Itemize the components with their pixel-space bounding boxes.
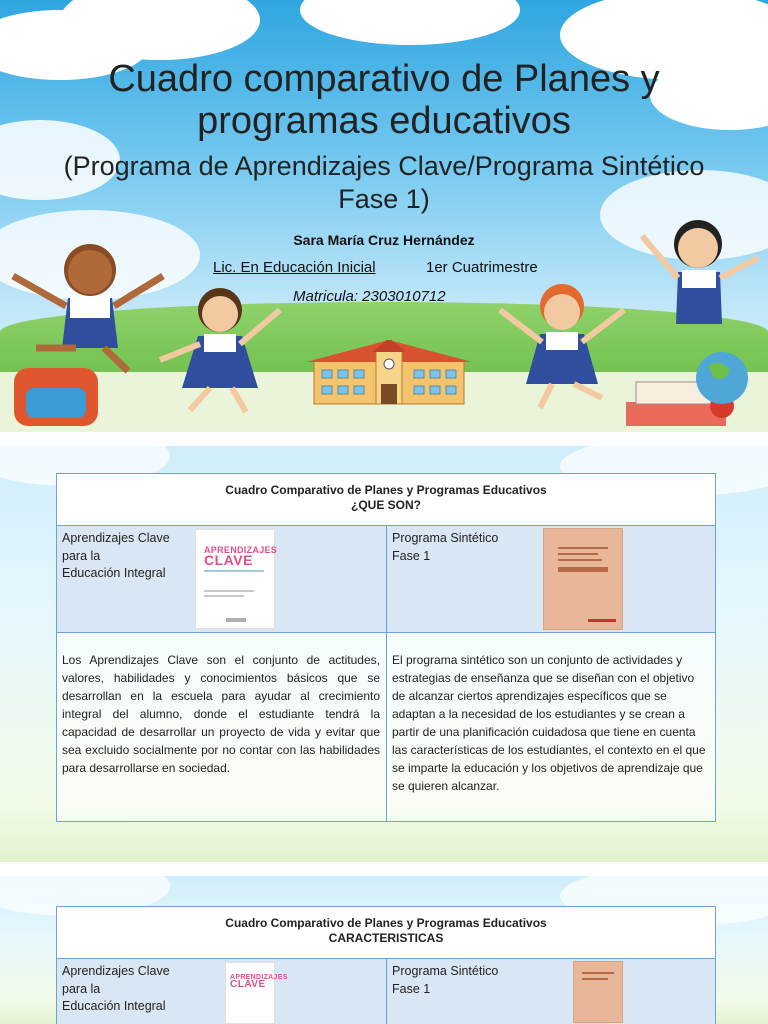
description-aprendizajes: Los Aprendizajes Clave son el conjunto de actitudes, valores, habilidades y conocimientos básicos que se desarrollan en la escuela para ayudar al crecimiento integral del alumno, donde el estudiante tendrá la capacidad de desarrollar un proyecto de vida y evitar que sea excluido socialmente por no contar con las habilidades para desarrollarse en sociedad. <box>62 653 380 775</box>
globe-illustration <box>680 348 760 408</box>
cover-text: APRENDIZAJES <box>230 974 288 981</box>
program-name-line: Aprendizajes Clave <box>62 964 170 978</box>
program-name-line: Programa Sintético <box>392 964 499 978</box>
cover-text: APRENDIZAJES <box>204 545 278 555</box>
program-cell-sintetico <box>386 959 715 1024</box>
degree-label: Lic. En Educación Inicial <box>213 259 376 276</box>
aprendizajes-clave-cover-image <box>225 962 288 1024</box>
table-subtitle: CARACTERISTICAS <box>328 931 444 945</box>
program-cell-aprendizajes <box>57 959 386 1024</box>
cover-text: CLAVE <box>230 979 266 990</box>
program-name-line: para la <box>62 548 101 563</box>
page-title: Cuadro comparativo de Planes y programas educativos <box>108 58 660 142</box>
page-subtitle: (Programa de Aprendizajes Clave/Programa Sintético Fase 1) <box>63 151 705 214</box>
matricula-label: Matricula: 2303010712 <box>293 288 446 305</box>
program-name-line: Aprendizajes Clave <box>62 531 170 545</box>
backpack-illustration <box>8 362 104 428</box>
child-illustration <box>150 280 290 420</box>
table-subtitle: ¿QUE SON? <box>350 498 421 512</box>
table-header <box>57 474 715 526</box>
program-cell-aprendizajes <box>57 526 386 632</box>
cloud <box>300 0 520 45</box>
school-illustration <box>306 340 472 406</box>
program-cell-sintetico <box>386 526 715 632</box>
programa-sintetico-cover-image <box>573 961 623 1023</box>
table-header <box>57 907 715 959</box>
aprendizajes-clave-cover-image <box>195 529 278 629</box>
table-title: Cuadro Comparativo de Planes y Programas Educativos <box>225 916 547 930</box>
program-name-line: Programa Sintético <box>392 531 499 545</box>
table-title: Cuadro Comparativo de Planes y Programas Educativos <box>225 483 547 497</box>
cover-slide <box>0 0 768 432</box>
table-row <box>57 959 715 1024</box>
program-name-line: Fase 1 <box>392 548 431 563</box>
description-sintetico: El programa sintético son un conjunto de actividades y estrategias de enseñanza que se diseñan con el objetivo de alcanzar ciertos aprendizajes específicos que se adaptan a la necesidad de los estudiantes y se crean a partir de una planificación cuidadosa que tiene en cuenta las características de los estudiantes, el contexto en el que se imparte la educación y los objetivos de aprendizaje que se quieren alcanzar. <box>386 633 715 821</box>
comparison-table-caracteristicas <box>56 906 716 1024</box>
table-row <box>57 526 715 633</box>
cover-text: CLAVE <box>204 552 253 568</box>
program-name-line: Educación Integral <box>62 566 166 580</box>
comparison-table-que-son <box>56 473 716 822</box>
child-illustration <box>492 280 632 420</box>
author-name: Sara María Cruz Hernández <box>293 232 475 248</box>
programa-sintetico-cover-image <box>543 528 623 630</box>
child-illustration <box>8 236 168 376</box>
program-name-line: para la <box>62 981 101 996</box>
table-row <box>57 633 715 821</box>
term-label: 1er Cuatrimestre <box>426 259 538 276</box>
program-name-line: Educación Integral <box>62 999 166 1013</box>
program-name-line: Fase 1 <box>392 981 431 996</box>
